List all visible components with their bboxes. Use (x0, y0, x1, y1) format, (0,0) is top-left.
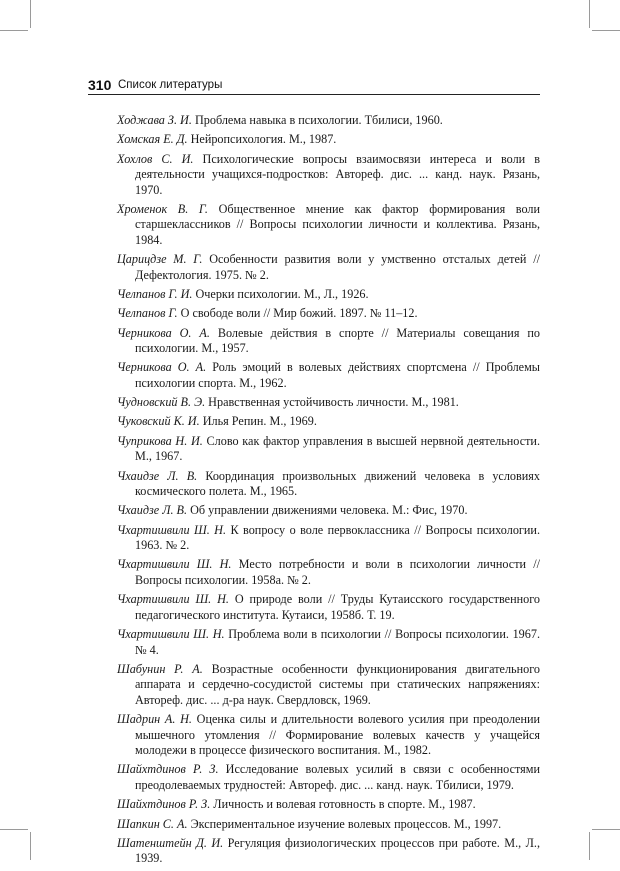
reference-author: Чхартишвили Ш. Н. (117, 557, 232, 572)
reference-text: Личность и волевая готовность в спорте. М., 1987. (213, 797, 476, 812)
reference-author: Чудновский В. Э. (117, 395, 206, 410)
reference-text: Координация произвольных движений человека в условиях космического полета. М., 1965. (135, 468, 540, 499)
reference-author: Чуковский К. И. (117, 414, 200, 429)
reference-entry (117, 762, 540, 793)
reference-entry (117, 287, 540, 303)
reference-text: Об управлении движениями человека. М.: Фис, 1970. (190, 503, 468, 518)
reference-author: Царицдзе М. Г. (117, 252, 203, 267)
crop-mark-bottom-right-v (589, 832, 590, 860)
reference-author: Хомская Е. Д. (117, 132, 188, 147)
reference-text: Экспериментальное изучение волевых процессов. М., 1997. (190, 816, 502, 831)
reference-author: Шайхтдинов Р. З. (117, 797, 211, 812)
reference-text: Илья Репин. М., 1969. (202, 414, 317, 429)
reference-author: Чхартишвили Ш. Н. (117, 627, 225, 642)
reference-author: Чхаидзе Л. В. (117, 503, 188, 518)
reference-author: Черникова О. А. (117, 360, 207, 375)
reference-author: Хохлов С. И. (117, 151, 194, 166)
page-number: 310 (88, 77, 112, 93)
reference-text: Роль эмоций в волевых действиях спортсмена // Проблемы психологии спорта. М., 1962. (135, 360, 540, 390)
crop-mark-top-left-h (0, 30, 28, 31)
reference-author: Шабунин Р. А. (117, 661, 203, 676)
reference-text: Место потребности и воли в психологии личности // Вопросы психологии. 1958а. № 2. (135, 557, 540, 587)
reference-author: Шатенштейн Д. И. (117, 835, 224, 850)
crop-mark-bottom-right-h (592, 829, 620, 830)
reference-entry (117, 360, 540, 391)
reference-entry (117, 434, 540, 465)
reference-entry (117, 797, 540, 813)
page-header (88, 78, 540, 95)
crop-mark-bottom-left-v (30, 832, 31, 860)
reference-entry (117, 503, 540, 519)
reference-entry (117, 414, 540, 430)
crop-mark-top-right-v (589, 0, 590, 28)
reference-entry (117, 469, 540, 500)
reference-text: О природе воли // Труды Кутаисского государственного педагогического института. Кутаиси, 1958б. Т. 19. (135, 592, 541, 622)
reference-entry (117, 326, 540, 357)
reference-entry (117, 712, 540, 759)
reference-text: Регуляция физиологических процессов при работе. М., Л., 1939. (135, 835, 541, 866)
reference-entry (117, 132, 540, 148)
reference-text: Слово как фактор управления в высшей нервной деятельности. М., 1967. (135, 433, 540, 464)
running-title: Список литературы (118, 79, 223, 91)
reference-author: Шадрин А. Н. (117, 712, 192, 727)
reference-text: Проблема воли в психологии // Вопросы психологии. 1967. № 4. (135, 627, 540, 657)
reference-entry (117, 627, 540, 658)
reference-author: Шапкин С. А. (117, 816, 188, 831)
reference-text: К вопросу о воле первоклассника // Вопросы психологии. 1963. № 2. (135, 522, 541, 553)
reference-author: Чхартишвили Ш. Н. (117, 522, 227, 537)
reference-text: Волевые действия в спорте // Материалы совещания по психологии. М., 1957. (135, 325, 540, 356)
reference-text: Общественное мнение как фактор формирования воли старшеклассников // Вопросы психологии личности и коллектива. Рязань, 1984. (135, 201, 540, 247)
reference-entry (117, 523, 540, 554)
reference-text: Проблема навыка в психологии. Тбилиси, 1960. (194, 113, 443, 127)
reference-text: Нейропсихология. М., 1987. (190, 132, 337, 147)
crop-mark-top-right-h (592, 30, 620, 31)
reference-text: Особенности развития воли у умственно отсталых детей // Дефектология. 1975. № 2. (135, 252, 541, 282)
reference-entry (117, 252, 540, 283)
reference-author: Чхартишвили Ш. Н. (117, 592, 229, 607)
reference-text: Исследование волевых усилий в связи с особенностями преодолеваемых трудностей: Автореф. дис. ... канд. наук. Тбилиси, 1979. (135, 762, 540, 792)
reference-entry (117, 306, 540, 322)
reference-text: Оценка силы и длительности волевого усилия при преодолении мышечного утомления // Формирование волевых качеств у учащейся молодежи в процессе физического воспитания. М., 1982. (135, 712, 541, 758)
reference-entry (117, 817, 540, 833)
reference-author: Челпанов Г. И. (117, 286, 193, 301)
reference-text: Очерки психологии. М., Л., 1926. (195, 286, 369, 301)
reference-author: Черникова О. А. (117, 325, 210, 340)
reference-author: Ходжава З. И. (117, 113, 192, 127)
reference-entry (117, 152, 540, 199)
reference-entry (117, 202, 540, 249)
reference-author: Шайхтдинов Р. З. (117, 762, 219, 777)
reference-author: Чхаидзе Л. В. (117, 468, 198, 483)
reference-author: Чуприкова Н. И. (117, 433, 203, 448)
reference-entry (117, 557, 540, 588)
reference-entry (117, 662, 540, 709)
reference-list (117, 113, 540, 871)
reference-entry (117, 395, 540, 411)
reference-text: Возрастные особенности функционирования двигательного аппарата и сердечно-сосудистой системы при статических напряжениях: Автореф. дис. ... д-ра наук. Свердловск, 1969. (135, 661, 541, 707)
reference-text: О свободе воли // Мир божий. 1897. № 11–12. (180, 306, 418, 321)
reference-text: Нравственная устойчивость личности. М., 1981. (208, 395, 459, 410)
reference-author: Хроменок В. Г. (117, 201, 208, 216)
crop-mark-bottom-left-h (0, 829, 28, 830)
reference-text: Психологические вопросы взаимосвязи интереса и воли в деятельности учащихся-подростков: Автореф. дис. ... канд. наук. Рязань, 1970. (135, 151, 541, 197)
crop-mark-top-left-v (30, 0, 31, 28)
reference-entry (117, 113, 540, 129)
reference-entry (117, 836, 540, 867)
reference-entry (117, 592, 540, 623)
reference-author: Челпанов Г. (117, 306, 178, 321)
